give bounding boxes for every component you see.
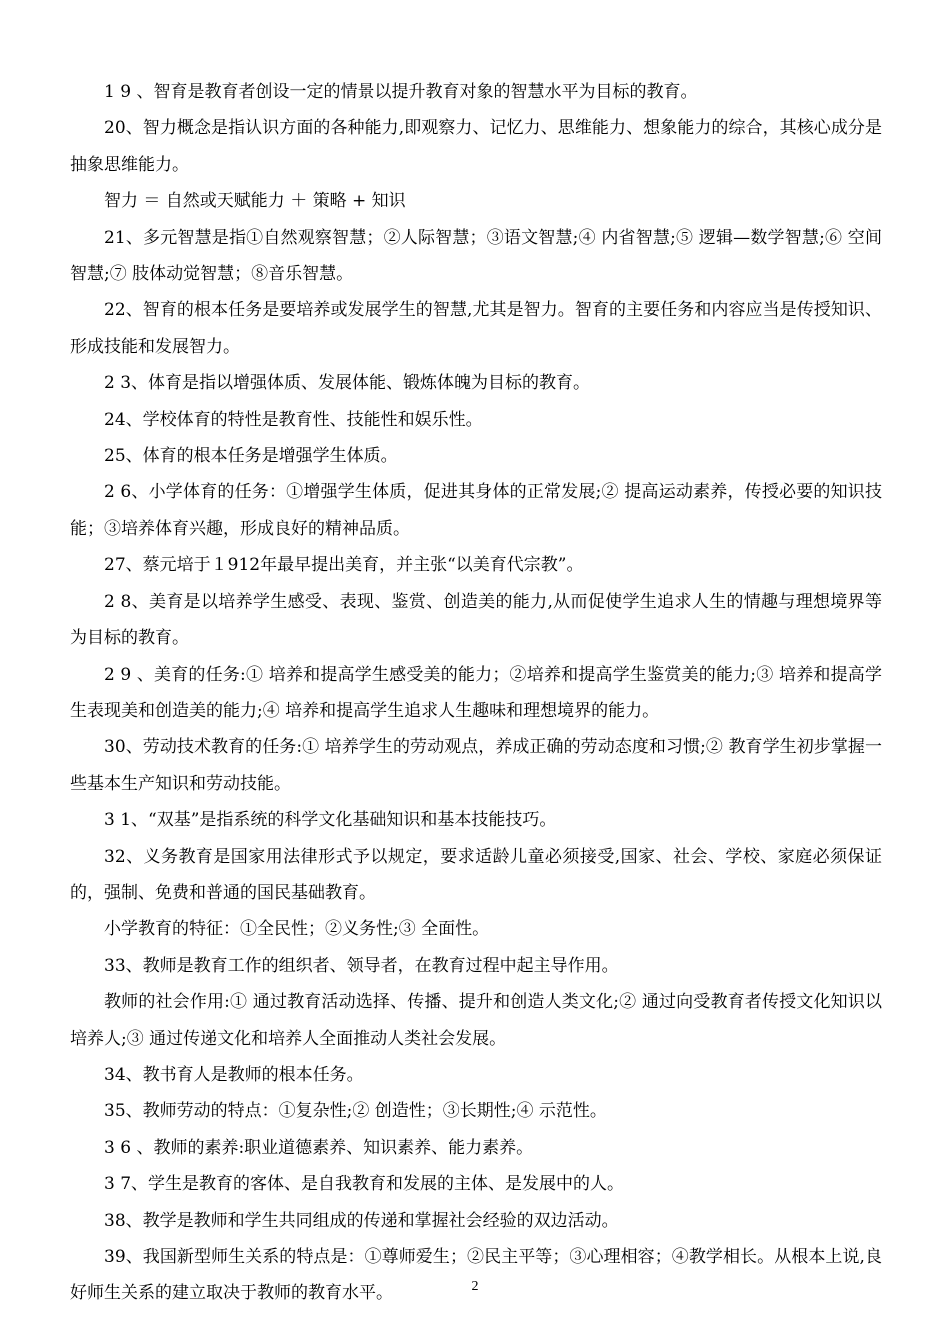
paragraph: 智力 ＝ 自然或天赋能力 ＋ 策略 + 知识: [104, 191, 406, 212]
paragraph: 小学教育的特征：①全民性；②义务性;③ 全面性。: [104, 919, 490, 940]
paragraph: 20、智力概念是指认识方面的各种能力,即观察力、记忆力、思维能力、想象能力的综合，其核心成分是抽象思维能力。: [70, 118, 882, 175]
paragraph: 39、我国新型师生关系的特点是：①尊师爱生；②民主平等；③心理相容；④教学相长。从根本上说,良好师生关系的建立取决于教师的教育水平。: [70, 1247, 882, 1304]
paragraph: 24、学校体育的特性是教育性、技能性和娱乐性。: [104, 409, 483, 430]
paragraph: 3 6 、教师的素养:职业道德素养、知识素养、能力素养。: [104, 1137, 534, 1158]
paragraph: 2 3、体育是指以增强体质、发展体能、锻炼体魄为目标的教育。: [104, 373, 591, 394]
document-page: [70, 74, 882, 1312]
paragraph: 21、多元智慧是指①自然观察智慧；②人际智慧；③语文智慧;④ 内省智慧;⑤ 逻辑—数学智慧;⑥ 空间智慧;⑦ 肢体动觉智慧；⑧音乐智慧。: [70, 227, 882, 285]
paragraph: 教师的社会作用:① 通过教育活动选择、传播、提升和创造人类文化;② 通过向受教育者传授文化知识以培养人;③ 通过传递文化和培养人全面推动人类社会发展。: [70, 992, 882, 1049]
paragraph: 30、劳动技术教育的任务:① 培养学生的劳动观点，养成正确的劳动态度和习惯;② 教育学生初步掌握一些基本生产知识和劳动技能。: [70, 737, 882, 794]
paragraph: 22、智育的根本任务是要培养或发展学生的智慧,尤其是智力。智育的主要任务和内容应当是传授知识、形成技能和发展智力。: [70, 300, 882, 357]
paragraph: 3 7、学生是教育的客体、是自我教育和发展的主体、是发展中的人。: [104, 1174, 625, 1195]
paragraph: 38、教学是教师和学生共同组成的传递和掌握社会经验的双边活动。: [104, 1210, 619, 1231]
paragraph: 2 8、美育是以培养学生感受、表现、鉴赏、创造美的能力,从而促使学生追求人生的情趣与理想境界等为目标的教育。: [70, 591, 882, 649]
paragraph: 35、教师劳动的特点：①复杂性;② 创造性；③长期性;④ 示范性。: [104, 1101, 607, 1122]
paragraph: 25、体育的根本任务是增强学生体质。: [104, 446, 398, 467]
page-number: 2: [471, 1279, 479, 1294]
paragraph: 33、教师是教育工作的组织者、领导者，在教育过程中起主导作用。: [104, 955, 619, 976]
paragraph: 27、蔡元培于１912年最早提出美育，并主张“以美育代宗教”。: [104, 555, 584, 576]
paragraph: 32、义务教育是国家用法律形式予以规定，要求适龄儿童必须接受,国家、社会、学校、家庭必须保证的，强制、免费和普通的国民基础教育。: [70, 846, 882, 903]
paragraph: 2 6、小学体育的任务：①增强学生体质，促进其身体的正常发展;② 提高运动素养，传授必要的知识技能；③培养体育兴趣，形成良好的精神品质。: [70, 482, 882, 539]
paragraph: 2 9 、美育的任务:① 培养和提高学生感受美的能力；②培养和提高学生鉴赏美的能力;③ 培养和提高学生表现美和创造美的能力;④ 培养和提高学生追求人生趣味和理想境界的能力。: [70, 664, 882, 721]
paragraph: 34、教书育人是教师的根本任务。: [104, 1064, 364, 1085]
paragraph: 3 1、“双基”是指系统的科学文化基础知识和基本技能技巧。: [104, 810, 557, 831]
paragraph: 1 9 、智育是教育者创设一定的情景以提升教育对象的智慧水平为目标的教育。: [104, 82, 698, 102]
